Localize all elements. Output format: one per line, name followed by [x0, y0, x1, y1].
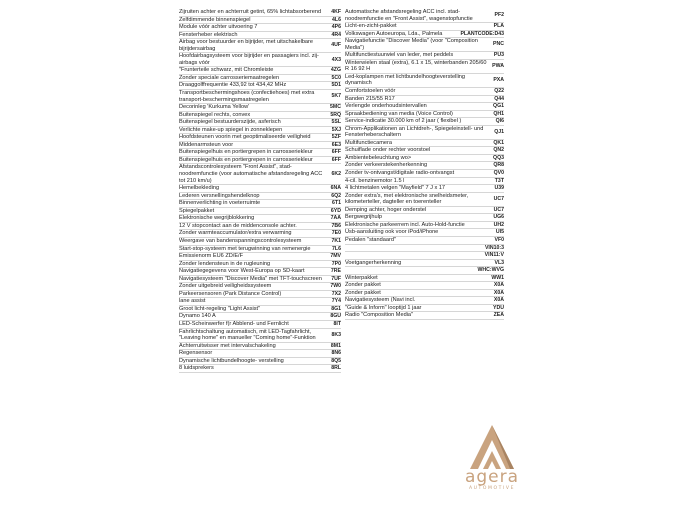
option-description: Banden 215/55 R17 [345, 95, 395, 102]
option-row [345, 23, 504, 31]
option-description: Regensensor [179, 350, 213, 357]
option-description: Decorinleg 'Kurkuma Yellow' [179, 104, 250, 111]
option-row [345, 140, 504, 148]
option-code: PU3 [493, 52, 504, 59]
option-description: Binnenverlichting in voeterruimte [179, 200, 261, 207]
option-row [179, 350, 341, 358]
option-code: PF2 [494, 12, 504, 19]
option-row [179, 82, 341, 90]
option-code: PLA [493, 23, 504, 30]
option-description: Licht-en-zicht-pakket [345, 23, 397, 30]
option-description: Emissienorm EU6 ZD/E/F [179, 253, 244, 260]
option-row [345, 88, 504, 96]
option-row [179, 268, 341, 276]
option-code: 6FF [331, 149, 341, 156]
option-code: QG1 [493, 103, 504, 110]
option-code: 7MV [330, 253, 341, 260]
option-row [179, 112, 341, 120]
option-row [179, 149, 341, 157]
option-description: Service-indicatie 30.000 km of 2 jaar ( flexibel ) [345, 118, 462, 125]
option-description: Hoofdsteunen voorin met geoptimaliseerde veiligheid [179, 134, 311, 141]
option-description: Weergave van bandenspanningscontrolesysteem [179, 237, 302, 244]
option-row [345, 252, 504, 260]
option-row [179, 365, 341, 373]
option-code: 6K2 [331, 171, 341, 178]
option-description: Automatische afstandsregeling ACC incl. stad-noodremfunctie en "Front Assist", wagenstopfunctie [345, 9, 473, 22]
option-code: 4UF [331, 42, 341, 49]
option-row [345, 305, 504, 313]
option-code: VL3 [494, 259, 504, 266]
option-row [179, 208, 341, 216]
option-code: 7UF [331, 275, 341, 282]
options-list-right [345, 9, 504, 320]
option-code: 6FF [331, 156, 341, 163]
option-row [179, 306, 341, 314]
option-code: VF0 [494, 236, 504, 243]
option-description: Voetgangerherkenning [345, 259, 402, 266]
option-code: 5ZF [331, 134, 341, 141]
option-description: Zelfdimmende binnenspiegel [179, 16, 251, 23]
option-code: 6NA [330, 185, 341, 192]
option-description: Winterwielen staal (extra), 6.1 x 15, winterbanden 205/60 R 16 92 H [345, 59, 487, 73]
option-code: 8GU [330, 313, 341, 320]
option-code: QN2 [493, 147, 504, 154]
option-code: QR8 [493, 162, 504, 169]
option-row [179, 157, 341, 165]
option-code: 4ZG [330, 67, 341, 74]
option-code: 7RE [330, 268, 341, 275]
option-row [345, 245, 504, 253]
option-description: Navigatiegegevens voor West-Europa op SD-kaart [179, 268, 305, 275]
option-code: VIN10:3 [484, 244, 504, 251]
option-row [179, 291, 341, 299]
option-code: ZEA [493, 312, 504, 319]
option-row [345, 222, 504, 230]
option-code: 8IT [333, 320, 341, 327]
option-row [345, 282, 504, 290]
option-code: 8G1 [331, 305, 341, 312]
option-description: Module vóór achter uitvoering 7 [179, 24, 258, 31]
option-row [179, 253, 341, 261]
option-row [179, 283, 341, 291]
option-description: Elektronische parkeerrem incl. Auto-Hold-functie [345, 221, 465, 228]
option-row [345, 178, 504, 186]
option-description: Winterpakket [345, 274, 378, 281]
option-code: 6E3 [331, 141, 341, 148]
option-row [345, 207, 504, 215]
option-description: Lederen versnellingshendelknop [179, 192, 260, 199]
option-row [345, 267, 504, 275]
option-row [179, 17, 341, 25]
option-row [179, 230, 341, 238]
option-code: QH1 [493, 110, 504, 117]
option-description: Comfortstoelen vóór [345, 88, 396, 95]
option-description: "Guide & Inform" looptijd 1 jaar [345, 304, 422, 311]
option-description: 8 luidsprekers [179, 365, 214, 372]
option-description: Zonder warmteaccumulator/extra verwarming [179, 230, 292, 237]
option-row [179, 246, 341, 254]
option-row [345, 290, 504, 298]
option-code: 4R4 [331, 31, 341, 38]
option-description: Parkeersensoren (Park Distance Control) [179, 290, 282, 297]
option-description: Radio "Composition Media" [345, 312, 414, 319]
option-code: WHC:WVG [477, 267, 504, 274]
option-code: 8N6 [331, 350, 341, 357]
option-row [345, 185, 504, 193]
option-row [179, 24, 341, 32]
option-code: PLANTCODE:D43 [460, 30, 504, 37]
option-description: Zonder uitgebreid veiligheidssysteem [179, 283, 272, 290]
option-code: 8Q5 [331, 357, 341, 364]
option-description: Transportbeschermingshoes (confectiehoes) met extra transport-beschermingsmaatregelen [179, 90, 315, 103]
option-row [345, 162, 504, 170]
option-description: Fensterheber elektrisch [179, 31, 238, 38]
option-description: Schuiflade onder rechter voorstoel [345, 147, 431, 154]
option-description: Buitenspiegelhuis en portiergrepen in carrosseriekleur [179, 149, 313, 156]
option-description: Airbag voor bestuurder en bijrijder, met uitschakelbare bijrijdersairbag [179, 39, 314, 52]
option-description: 12 V stopcontact aan de middenconsole achter. [179, 222, 297, 229]
option-row [179, 215, 341, 223]
option-description: Navigatiesysteem "Discover Media" met TFT-touchscreen [179, 275, 322, 282]
option-row [179, 276, 341, 284]
option-code: 6YD [330, 207, 341, 214]
option-row [345, 111, 504, 119]
option-description: Buitenspiegelhuis en portiergrepen in carrosseriekleur [179, 156, 313, 163]
option-code: 5RQ [330, 111, 341, 118]
option-description: Buitenspiegel bestuurderszijde, asferisch [179, 119, 281, 126]
option-code: QV0 [493, 170, 504, 177]
option-description: Chrom-Applikationen an Lichtdreh-, Spiegeleinstell- und Fensterheberschaltern [345, 125, 484, 139]
option-description: Middenarmsteun voor [179, 141, 234, 148]
option-description: Zonder pakket [345, 289, 381, 296]
option-description: LED-Scheinwerfer f(r Abblend- und Fernlicht [179, 320, 289, 327]
option-code: QJ1 [494, 129, 504, 136]
option-code: 7B6 [331, 222, 341, 229]
option-description: Zonder verkeerstekenherkenning [345, 162, 428, 169]
option-description: Multifunctiecamera [345, 139, 392, 146]
option-description: "Frunterteile schwarz, mit Chromleiste [179, 67, 274, 74]
option-row [345, 260, 504, 268]
option-code: Q22 [494, 88, 504, 95]
option-row [179, 142, 341, 150]
option-description: Verlengde onderhoudsintervallen [345, 103, 427, 110]
option-row [179, 39, 341, 53]
option-code: UI5 [495, 229, 504, 236]
option-row [345, 52, 504, 60]
option-code: 6T1 [332, 200, 341, 207]
option-description: Achterruitwisser met intervalschakeling [179, 342, 276, 349]
option-code: 8M1 [330, 342, 341, 349]
option-description: Spiegelpakket [179, 207, 215, 214]
option-description: Led-koplampen met lichtbundelhoogteverstelling dynamisch [345, 73, 466, 87]
option-row [179, 223, 341, 231]
option-description: Dynamo 140 A [179, 313, 216, 320]
option-description: Elektronische wegrijblokkering [179, 215, 255, 222]
option-row [179, 313, 341, 321]
option-description: Zonder pakket [345, 282, 381, 289]
option-code: X0A [493, 297, 504, 304]
option-row [345, 229, 504, 237]
option-code: 5MC [330, 104, 341, 111]
option-code: UH2 [493, 221, 504, 228]
option-description: Hemelbekleding [179, 185, 220, 192]
option-code: X0A [493, 282, 504, 289]
option-code: 5XJ [331, 126, 341, 133]
option-description: Spraakbediening van media (Voice Control) [345, 110, 453, 117]
option-code: PXA [493, 77, 504, 84]
option-description: Fahrlichtschaltung automatisch, mit LED-Tagfahrlicht, "Leaving home" en manueller "Coming home"-Funktion [179, 328, 316, 342]
option-row [345, 31, 504, 39]
option-row [179, 261, 341, 269]
option-row [179, 238, 341, 246]
option-row [345, 297, 504, 305]
logo-wordmark: agera [464, 467, 520, 487]
option-code: PWA [492, 63, 504, 70]
option-code: 7P0 [331, 260, 341, 267]
option-description: Afstandscontrolesysteem "Front Assist", stad-noodremfunctie (voor automatische afstandsregeling ACC tot 210 km/u) [179, 164, 323, 184]
option-row [345, 38, 504, 52]
option-code: PNC [493, 41, 504, 48]
option-code: Q44 [494, 95, 504, 102]
option-row [345, 193, 504, 207]
option-code: UC7 [493, 206, 504, 213]
option-description: Zonder extra's, met elektronische snelheidsmeter, kilometerteller, dagteller en toerenteller [345, 192, 469, 206]
option-description: Verlichte make-up spiegel in zonneklepen [179, 126, 283, 133]
option-row [179, 298, 341, 306]
option-row [345, 155, 504, 163]
option-code: 7E0 [331, 230, 341, 237]
option-code: X0A [493, 289, 504, 296]
option-code: QQ3 [493, 154, 504, 161]
option-row [345, 147, 504, 155]
option-description: Demping achter, hoger onderstel [345, 206, 427, 213]
option-code: 4L6 [332, 16, 341, 23]
option-code: 4P6 [331, 24, 341, 31]
option-code: UG6 [493, 214, 504, 221]
option-row [179, 67, 341, 75]
option-row [179, 75, 341, 83]
options-list-left [179, 9, 341, 373]
option-code: 7W0 [330, 283, 341, 290]
option-row [179, 329, 341, 343]
option-code: 5K7 [331, 93, 341, 100]
option-row [179, 358, 341, 366]
option-description: Hoofdairbagsysteem voor bijrijder en passagiers incl. zij-airbags vóór [179, 53, 319, 66]
option-description: Pedalen "standaard" [345, 236, 396, 243]
option-row [179, 193, 341, 201]
option-row [179, 164, 341, 185]
option-row [345, 170, 504, 178]
option-code: WW1 [491, 274, 504, 281]
option-code: 5D1 [331, 82, 341, 89]
option-row [345, 126, 504, 140]
option-code: 7AA [330, 215, 341, 222]
option-description: Start-stop-systeem met terugwinning van remenergie [179, 245, 311, 252]
option-row [345, 275, 504, 283]
option-row [179, 185, 341, 193]
option-description: Volkswagen Autoeuropa, Lda., Palmela [345, 30, 443, 37]
option-description: lane assist [179, 298, 206, 305]
option-description: Zonder lendensteun in de rugleuning [179, 260, 271, 267]
option-row [179, 119, 341, 127]
option-row [179, 134, 341, 142]
option-row [345, 9, 504, 23]
option-code: YDU [493, 304, 504, 311]
option-description: Ambientebeleuchtung wo> [345, 154, 412, 161]
option-description: Groot licht-regeling "Light Assist" [179, 305, 261, 312]
option-description: 4-cil. benzinemotor 1.5 l [345, 177, 405, 184]
option-code: 7L6 [332, 245, 341, 252]
option-row [345, 312, 504, 320]
option-description: Draaggolffrequentie 433,92 tot 434,42 MHz [179, 82, 287, 89]
option-code: UC7 [493, 195, 504, 202]
option-code: 7K1 [331, 237, 341, 244]
option-row [179, 321, 341, 329]
option-row [179, 200, 341, 208]
option-row [179, 9, 341, 17]
option-row [345, 118, 504, 126]
option-row [179, 32, 341, 40]
option-code: QK1 [493, 139, 504, 146]
option-description: Bergwegrijhulp [345, 214, 383, 221]
option-description: Zonder speciale carrosseriemaatregelen [179, 74, 280, 81]
option-row [179, 343, 341, 351]
option-code: 4X3 [331, 56, 341, 63]
option-row [179, 104, 341, 112]
option-code: 5C0 [331, 74, 341, 81]
option-code: 5SL [331, 119, 341, 126]
option-code: 4KF [331, 9, 341, 15]
option-code: 6Q2 [331, 192, 341, 199]
option-row [179, 127, 341, 135]
option-description: Dynamische lichtbundelhoogte- verstelling [179, 357, 284, 364]
option-description: Multifunctiestuurwiel van leder, met peddels [345, 52, 454, 59]
option-code: T3T [494, 177, 504, 184]
option-description: Navigatiesysteem (Navi incl. [345, 297, 416, 304]
option-description: Navigatiefunctie "Discover Media" (voor "Composition Media") [345, 38, 478, 51]
option-row [345, 103, 504, 111]
option-description: Zonder tv-ontvangst/digitale radio-ontvangst [345, 170, 455, 177]
option-code: VIN11:V [484, 252, 504, 259]
option-row [345, 96, 504, 104]
option-row [345, 237, 504, 245]
option-row [345, 214, 504, 222]
option-description: 4 lichtmetalen velgen "Mayfield" 7 J x 17 [345, 185, 446, 192]
option-description: Usb-aansluiting ook voor iPod/iPhone [345, 229, 439, 236]
option-code: U39 [494, 185, 504, 192]
option-code: 8K3 [331, 331, 341, 338]
option-row [345, 60, 504, 74]
option-code: QI6 [495, 118, 504, 125]
option-row [179, 90, 341, 104]
option-code: 7Y4 [331, 298, 341, 305]
option-description: Buitenspiegel rechts, convex [179, 111, 251, 118]
option-code: 8RL [331, 365, 341, 372]
option-description: Zijruiten achter en achterruit getint, 65% lichtabsorberend [179, 9, 322, 15]
option-code: 7X2 [331, 290, 341, 297]
option-row [345, 74, 504, 88]
logo-tagline: AUTOMOTIVE [468, 486, 516, 491]
option-row [179, 53, 341, 67]
